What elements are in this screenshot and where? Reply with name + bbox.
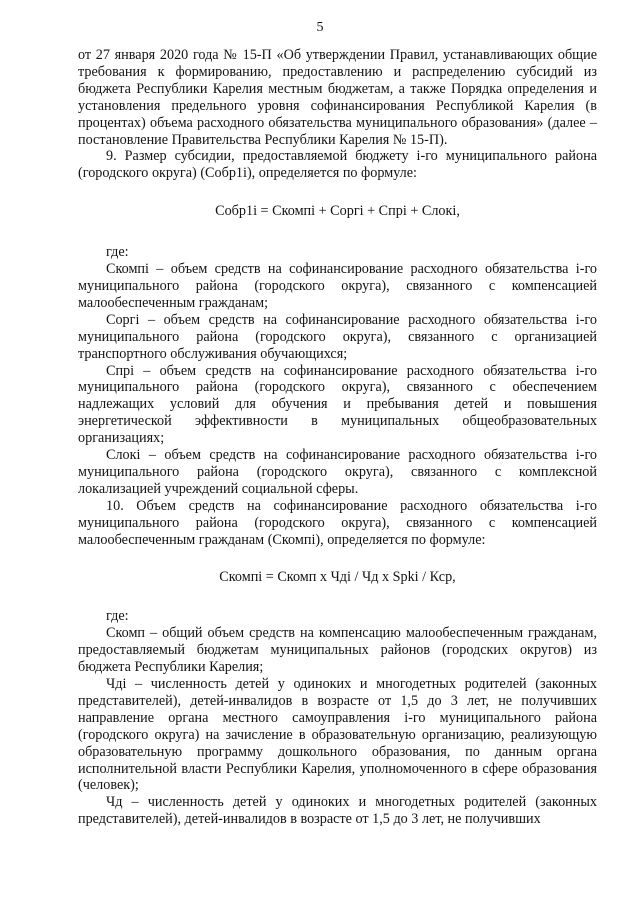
where-label: где:	[106, 608, 129, 625]
definition-chd-i: Чдi – численность детей у одиноких и многодетных родителей (законных представителей), детей-инвалидов в возрасте от 1,5 до 3 лет, не получивших направление органа местного самоуправления і-го муниципального района (городского округа) на зачисление в образовательную организацию, реализующую образовательную программу дошкольного образования, по данным органа исполнительной власти Республики Карелия, уполномоченного в сфере образования (человек);	[78, 676, 597, 794]
paragraph-regulation-reference: от 27 января 2020 года № 15-П «Об утверждении Правил, устанавливающих общие требования к формированию, предоставлению и распределению субсидий из бюджета Республики Карелия местным бюджетам, а также Порядка определения и установления предельного уровня софинансирования Республикой Карелия (в процентах) объема расходного обязательства муниципального образования» (далее – постановление Правительства Республики Карелия № 15-П).	[78, 47, 597, 148]
document-body	[78, 47, 597, 828]
page-number: 5	[316, 20, 324, 35]
definition-skomp: Скомп – общий объем средств на компенсацию малообеспеченным гражданам, предоставляемый бюджетам муниципальных районов (городских округов) из бюджета Республики Карелия;	[78, 625, 597, 676]
definition-slok-i: Слокі – объем средств на софинансирование расходного обязательства і-го муниципального района (городского округа), связанного с комплексной локализацией учреждений социальной сферы.	[78, 447, 597, 497]
where-label: где:	[106, 244, 129, 261]
definition-chd: Чд – численность детей у одиноких и многодетных родителей (законных представителей), детей-инвалидов в возрасте от 1,5 до 3 лет, не получивших	[78, 794, 597, 828]
formula-compensation: Скомпі = Скомп х Чдi / Чд х Sрkі / Кср,	[219, 569, 456, 586]
definition-skomp-i: Скомпі – объем средств на софинансирование расходного обязательства і-го муниципального района (городского округа), связанного с компенсацией малообеспеченным гражданам;	[78, 261, 597, 311]
paragraph-item-10: 10. Объем средств на софинансирование расходного обязательства і-го муниципального района (городского округа), связанного с компенсацией малообеспеченным гражданам (Скомпі), определяется по формуле:	[78, 497, 597, 548]
definition-sorg-i: Соргі – объем средств на софинансирование расходного обязательства і-го муниципального района (городского округа), связанного с организацией транспортного обслуживания обучающихся;	[78, 311, 597, 362]
formula-subsidy-size: Собр1і = Скомпі + Соргі + Спрі + Слокі,	[215, 203, 460, 220]
paragraph-item-9: 9. Размер субсидии, предоставляемой бюджету і-го муниципального района (городского округа) (Собр1і), определяется по формуле:	[78, 148, 597, 182]
definition-spr-i: Спрі – объем средств на софинансирование расходного обязательства і-го муниципального района (городского округа), связанного с обеспечением надлежащих условий для обучения и пребывания детей и повышения энергетической эффективности в муниципальных общеобразовательных организациях;	[78, 362, 597, 447]
